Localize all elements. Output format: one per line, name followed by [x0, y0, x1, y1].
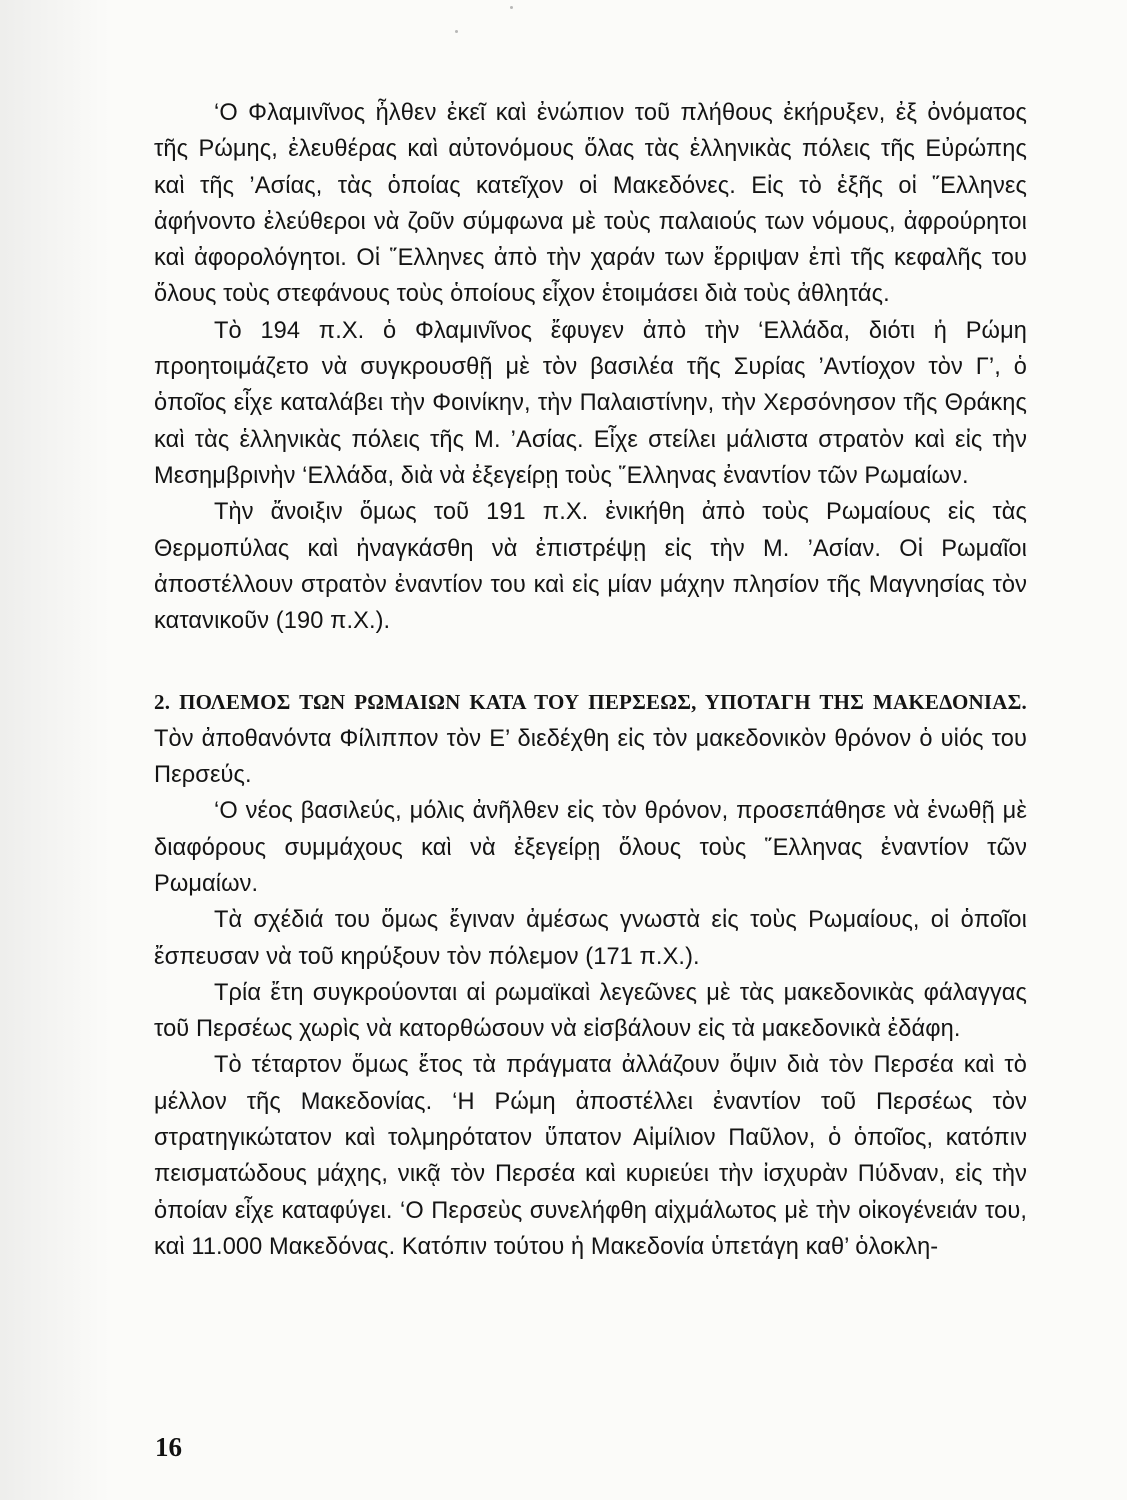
- body-text: [154, 95, 1027, 1265]
- scan-speckle: [510, 6, 513, 9]
- section-lead-text: Τὸν ἀποθανόντα Φίλιππον τὸν Ε’ διεδέχθη εἰς τὸν μακεδονικὸν θρόνον ὁ υἱός του Περσεύς.: [154, 725, 1027, 789]
- paragraph: ‘Ο Φλαμινῖνος ἦλθεν ἐκεῖ καὶ ἐνώπιον τοῦ πλήθους ἐκήρυξεν, ἐξ ὀνόματος τῆς Ρώμης, ἐλευθέρας καὶ αὐτονόμους ὅλας τὰς ἑλληνικὰς πόλεις τῆς Εὐρώπης καὶ τῆς ’Ασίας, τὰς ὁποίας κατεῖχον οἱ Μακεδόνες. Εἰς τὸ ἑξῆς οἱ ῞Ελληνες ἀφήνοντο ἐλεύθεροι νὰ ζοῦν σύμφωνα μὲ τοὺς παλαιούς των νόμους, ἀφρούρητοι καὶ ἀφορολόγητοι. Οἱ ῞Ελληνες ἀπὸ τὴν χαράν των ἔρριψαν ἐπὶ τῆς κεφαλῆς του ὅλους τοὺς στεφάνους τοὺς ὁποίους εἶχον ἑτοιμάσει διὰ τοὺς ἀθλητάς.: [154, 100, 1027, 308]
- page-number: 16: [155, 1432, 182, 1462]
- section-heading: 2. ΠΟΛΕΜΟΣ ΤΩΝ ΡΩΜΑΙΩΝ ΚΑΤΑ ΤΟΥ ΠΕΡΣΕΩΣ, ΥΠΟΤΑΓΗ ΤΗΣ ΜΑΚΕΔΟΝΙΑΣ.: [154, 690, 1027, 715]
- section-lead-paragraph: [154, 684, 1027, 793]
- scan-speckle: [455, 30, 458, 33]
- paragraph: Τὴν ἄνοιξιν ὅμως τοῦ 191 π.Χ. ἐνικήθη ἀπὸ τοὺς Ρωμαίους εἰς τὰς Θερμοπύλας καὶ ἠναγκάσθη νὰ ἐπιστρέψῃ εἰς τὴν Μ. ’Ασίαν. Οἱ Ρωμαῖοι ἀποστέλλουν στρατὸν ἐναντίον του καὶ εἰς μίαν μάχην πλησίον τῆς Μαγνησίας τὸν κατανικοῦν (190 π.Χ.).: [154, 499, 1027, 635]
- paragraph: Τὰ σχέδιά του ὅμως ἔγιναν ἀμέσως γνωστὰ εἰς τοὺς Ρωμαίους, οἱ ὁποῖοι ἔσπευσαν νὰ τοῦ κηρύξουν τὸν πόλεμον (171 π.Χ.).: [154, 907, 1027, 970]
- scan-shadow-edge: [0, 0, 110, 1500]
- paragraph: Τὸ τέταρτον ὅμως ἔτος τὰ πράγματα ἀλλάζουν ὄψιν διὰ τὸν Περσέα καὶ τὸ μέλλον τῆς Μακεδονίας. ‘Η Ρώμη ἀποστέλλει ἐναντίον τοῦ Περσέως τὸν στρατηγικώτατον καὶ τολμηρότατον ὕπατον Αἰμίλιον Παῦλον, ὁ ὁποῖος, κατόπιν πεισματώδους μάχης, νικᾷ τὸν Περσέα καὶ κυριεύει τὴν ἰσχυρὰν Πύδναν, εἰς τὴν ὁποίαν εἶχε καταφύγει. ‘Ο Περσεὺς συνελήφθη αἰχμάλωτος μὲ τὴν οἰκογένειάν του, καὶ 11.000 Μακεδόνας. Κατόπιν τούτου ἡ Μακεδονία ὑπετάγη καθ’ ὁλοκλη-: [154, 1052, 1027, 1260]
- paragraph: ‘Ο νέος βασιλεύς, μόλις ἀνῆλθεν εἰς τὸν θρόνον, προσεπάθησε νὰ ἑνωθῇ μὲ διαφόρους συμμάχους καὶ νὰ ἐξεγείρῃ ὅλους τοὺς ῞Ελληνας ἐναντίον τῶν Ρωμαίων.: [154, 798, 1027, 897]
- paragraph: Τὸ 194 π.Χ. ὁ Φλαμινῖνος ἔφυγεν ἀπὸ τὴν ‘Ελλάδα, διότι ἡ Ρώμη προητοιμάζετο νὰ συγκρουσθῇ μὲ τὸν βασιλέα τῆς Συρίας ’Αντίοχον τὸν Γ’, ὁ ὁποῖος εἶχε καταλάβει τὴν Φοινίκην, τὴν Παλαιστίνην, τὴν Χερσόνησον τῆς Θράκης καὶ τὰς ἑλληνικὰς πόλεις τῆς Μ. ’Ασίας. Εἶχε στείλει μάλιστα στρατὸν καὶ εἰς τὴν Μεσημβρινὴν ‘Ελλάδα, διὰ νὰ ἐξεγείρῃ τοὺς ῞Ελληνας ἐναντίον τῶν Ρωμαίων.: [154, 317, 1027, 489]
- paragraph: Τρία ἔτη συγκρούονται αἱ ρωμαϊκαὶ λεγεῶνες μὲ τὰς μακεδονικὰς φάλαγγας τοῦ Περσέως χωρὶς νὰ κατορθώσουν νὰ εἰσβάλουν εἰς τὰ μακεδονικὰ ἐδάφη.: [154, 979, 1027, 1043]
